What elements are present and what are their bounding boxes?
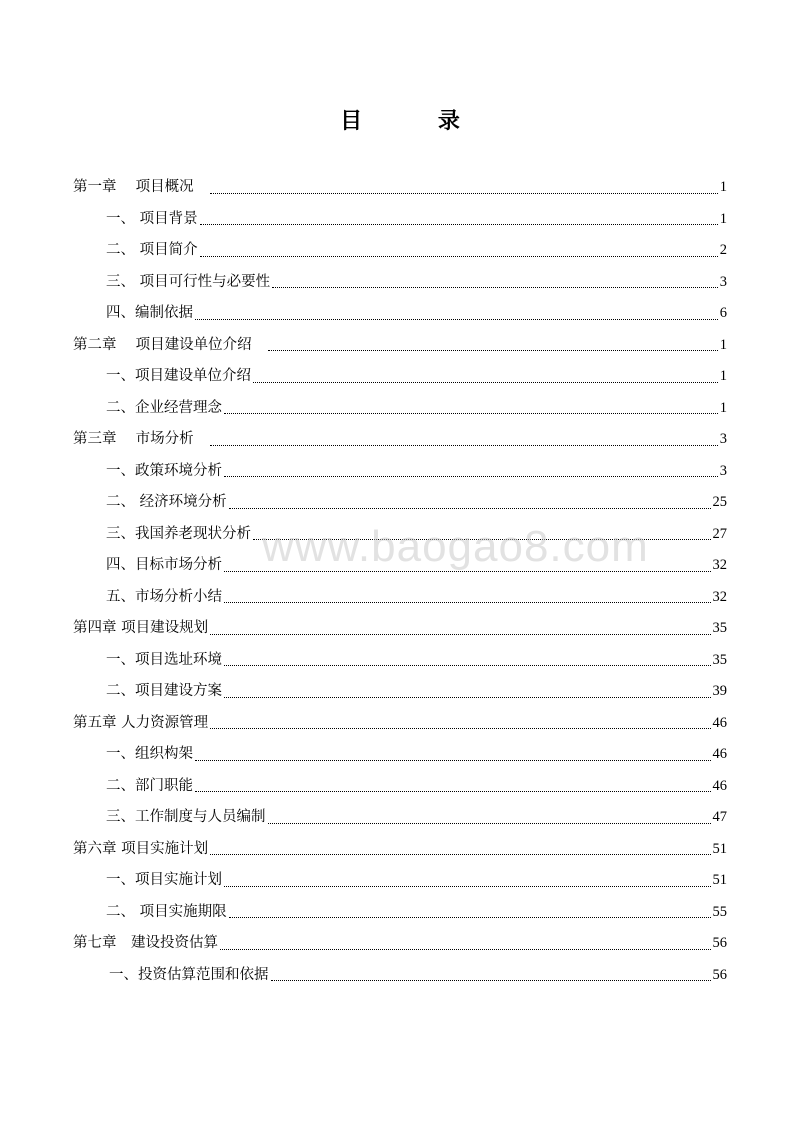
toc-page-number: 51 bbox=[712, 840, 727, 857]
toc-page-number: 1 bbox=[719, 336, 727, 353]
toc-page-number: 46 bbox=[712, 777, 727, 794]
toc-page-number: 39 bbox=[712, 683, 727, 699]
toc-dot-leader bbox=[210, 854, 710, 855]
toc-chapter-entry[interactable] bbox=[73, 424, 727, 456]
table-of-contents bbox=[73, 172, 727, 991]
toc-section-entry[interactable] bbox=[73, 739, 727, 771]
toc-page-number: 35 bbox=[712, 620, 727, 636]
toc-section-entry[interactable] bbox=[73, 393, 727, 425]
toc-section-entry[interactable] bbox=[73, 582, 727, 614]
toc-page-number: 6 bbox=[719, 305, 727, 321]
toc-page-number: 55 bbox=[712, 903, 727, 920]
toc-chapter-entry[interactable] bbox=[73, 834, 727, 866]
toc-dot-leader bbox=[195, 760, 711, 761]
toc-dot-leader bbox=[224, 571, 711, 572]
toc-page-number: 2 bbox=[719, 242, 727, 258]
toc-section-entry[interactable] bbox=[73, 802, 727, 834]
toc-dot-leader bbox=[229, 508, 711, 509]
toc-dot-leader bbox=[224, 697, 711, 698]
toc-page-number: 51 bbox=[712, 872, 727, 888]
toc-section-entry[interactable] bbox=[73, 456, 727, 488]
toc-dot-leader bbox=[210, 193, 718, 194]
toc-dot-leader bbox=[268, 350, 718, 351]
toc-page-number: 1 bbox=[719, 210, 727, 227]
toc-chapter-entry[interactable] bbox=[73, 613, 727, 645]
toc-entry-label: 五、市场分析小结 bbox=[106, 588, 222, 605]
toc-chapter-entry[interactable] bbox=[73, 172, 727, 204]
toc-entry-label: 三、工作制度与人员编制 bbox=[106, 809, 266, 825]
toc-chapter-entry[interactable] bbox=[73, 708, 727, 740]
toc-entry-label: 一、项目选址环境 bbox=[106, 651, 222, 668]
toc-chapter-entry[interactable] bbox=[73, 330, 727, 362]
toc-page-number: 32 bbox=[712, 557, 727, 573]
toc-page-number: 1 bbox=[719, 368, 727, 384]
toc-dot-leader bbox=[253, 539, 711, 540]
toc-entry-label: 二、企业经营理念 bbox=[106, 399, 222, 416]
toc-dot-leader bbox=[210, 445, 718, 446]
toc-entry-label: 第二章 项目建设单位介绍 bbox=[73, 336, 267, 353]
toc-section-entry[interactable] bbox=[73, 298, 727, 330]
toc-entry-label: 第五章 人力资源管理 bbox=[73, 714, 209, 731]
toc-dot-leader bbox=[229, 917, 711, 918]
toc-entry-label: 二、 经济环境分析 bbox=[106, 494, 227, 510]
toc-dot-leader bbox=[210, 634, 710, 635]
toc-section-entry[interactable] bbox=[73, 235, 727, 267]
toc-dot-leader bbox=[272, 287, 718, 288]
toc-entry-label: 一、 项目背景 bbox=[106, 210, 198, 227]
toc-page-number: 46 bbox=[712, 714, 727, 731]
toc-dot-leader bbox=[224, 602, 711, 603]
toc-dot-leader bbox=[195, 791, 711, 792]
toc-dot-leader bbox=[268, 823, 711, 824]
toc-section-entry[interactable] bbox=[73, 519, 727, 551]
toc-page-number: 3 bbox=[719, 273, 727, 290]
toc-page-number: 1 bbox=[719, 399, 727, 416]
toc-page-number: 56 bbox=[712, 935, 727, 951]
toc-entry-label: 第六章 项目实施计划 bbox=[73, 840, 209, 857]
toc-entry-label: 三、 项目可行性与必要性 bbox=[106, 273, 271, 290]
toc-dot-leader bbox=[195, 319, 718, 320]
toc-dot-leader bbox=[224, 413, 718, 414]
toc-page-number: 3 bbox=[719, 431, 727, 447]
toc-page-number: 56 bbox=[712, 966, 727, 983]
toc-dot-leader bbox=[220, 949, 711, 950]
toc-entry-label: 三、我国养老现状分析 bbox=[106, 525, 251, 542]
toc-entry-label: 一、项目建设单位介绍 bbox=[106, 368, 251, 384]
toc-page-number: 47 bbox=[712, 809, 727, 825]
toc-page-number: 27 bbox=[712, 525, 727, 542]
toc-dot-leader bbox=[271, 980, 711, 981]
toc-chapter-entry[interactable] bbox=[73, 928, 727, 960]
toc-page-number: 1 bbox=[719, 179, 727, 195]
toc-entry-label: 二、 项目简介 bbox=[106, 242, 198, 258]
toc-dot-leader bbox=[200, 224, 718, 225]
toc-entry-label: 二、项目建设方案 bbox=[106, 683, 222, 699]
toc-section-entry[interactable] bbox=[73, 645, 727, 677]
toc-entry-label: 第四章 项目建设规划 bbox=[73, 620, 209, 636]
toc-dot-leader bbox=[200, 256, 718, 257]
toc-dot-leader bbox=[224, 476, 718, 477]
toc-entry-label: 二、部门职能 bbox=[106, 777, 193, 794]
toc-section-entry[interactable] bbox=[73, 771, 727, 803]
toc-section-entry[interactable] bbox=[73, 897, 727, 929]
toc-entry-label: 第七章 建设投资估算 bbox=[73, 935, 218, 951]
toc-dot-leader bbox=[210, 728, 710, 729]
toc-entry-label: 第三章 市场分析 bbox=[73, 431, 209, 447]
toc-section-entry[interactable] bbox=[73, 487, 727, 519]
toc-page-number: 46 bbox=[712, 746, 727, 762]
toc-section-entry[interactable] bbox=[73, 550, 727, 582]
toc-page-number: 25 bbox=[712, 494, 727, 510]
toc-section-entry[interactable] bbox=[73, 204, 727, 236]
toc-section-entry[interactable] bbox=[73, 865, 727, 897]
toc-section-entry[interactable] bbox=[73, 676, 727, 708]
watermark-text: www.baogao8.com bbox=[262, 522, 649, 571]
toc-dot-leader bbox=[224, 665, 711, 666]
toc-entry-label: 一、政策环境分析 bbox=[106, 462, 222, 479]
toc-entry-label: 一、组织构架 bbox=[106, 746, 193, 762]
toc-entry-label: 二、 项目实施期限 bbox=[106, 903, 227, 920]
toc-section-entry[interactable] bbox=[73, 361, 727, 393]
toc-dot-leader bbox=[253, 382, 718, 383]
toc-entry-label: 一、项目实施计划 bbox=[106, 872, 222, 888]
toc-title: 目 录 bbox=[340, 108, 494, 134]
toc-page-number: 35 bbox=[712, 651, 727, 668]
toc-entry-label: 第一章 项目概况 bbox=[73, 179, 209, 195]
toc-dot-leader bbox=[224, 886, 711, 887]
toc-entry-label: 四、编制依据 bbox=[106, 305, 193, 321]
toc-page-number: 3 bbox=[719, 462, 727, 479]
toc-entry-label: 一、投资估算范围和依据 bbox=[109, 966, 269, 983]
toc-page-number: 32 bbox=[712, 588, 727, 605]
toc-entry-label: 四、目标市场分析 bbox=[106, 557, 222, 573]
toc-section-entry[interactable] bbox=[73, 267, 727, 299]
toc-section-entry[interactable] bbox=[73, 960, 727, 992]
